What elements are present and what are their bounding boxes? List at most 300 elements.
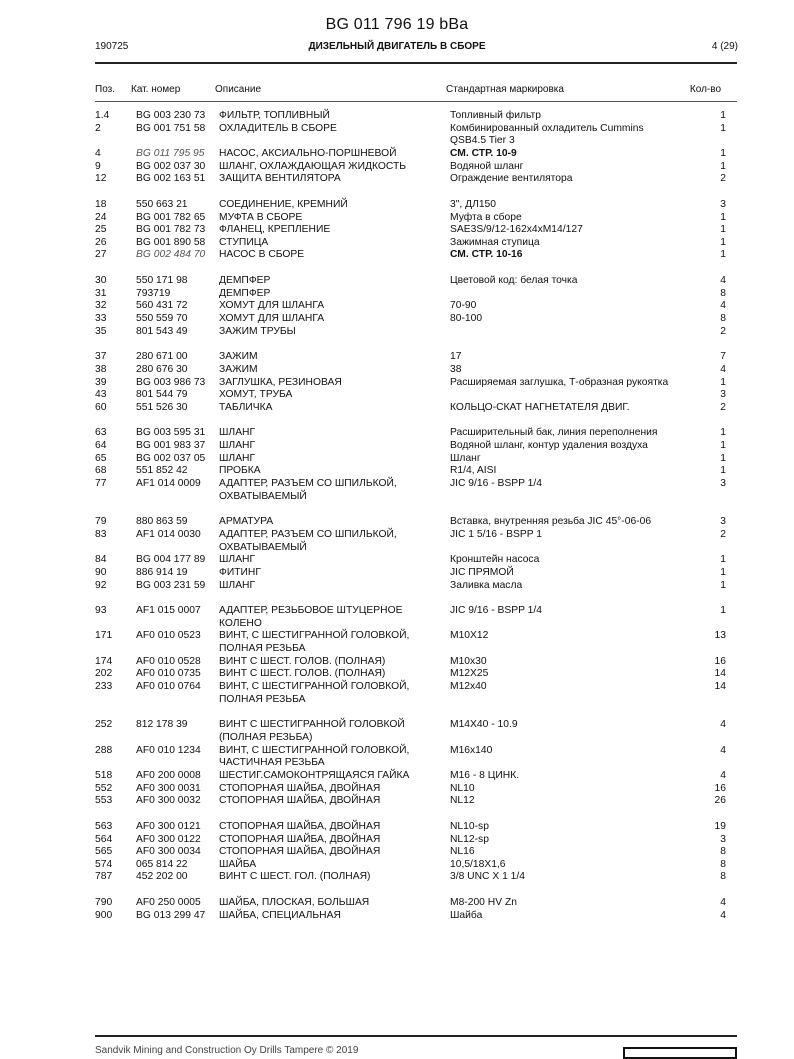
part-number-cell: 801 543 49 bbox=[136, 325, 188, 337]
page-number: 4 (29) bbox=[711, 41, 738, 52]
standard-marking-cell: Цветовой код: белая точка bbox=[450, 275, 578, 287]
standard-marking-cell: JIC 1 5/16 - BSPP 1 bbox=[450, 528, 542, 540]
description-cell: ШЛАНГ bbox=[219, 554, 256, 566]
row-group bbox=[0, 897, 794, 922]
position-cell: 790 bbox=[95, 897, 113, 909]
table-row bbox=[0, 478, 794, 503]
standard-marking-cell: Водяной шланг bbox=[450, 160, 524, 172]
part-number-cell: AF0 010 1234 bbox=[136, 744, 201, 756]
position-cell: 518 bbox=[95, 769, 113, 781]
position-cell: 77 bbox=[95, 478, 107, 490]
standard-marking-cell: M8-200 HV Zn bbox=[450, 897, 517, 909]
quantity-cell: 2 bbox=[720, 325, 726, 337]
part-number-cell: 812 178 39 bbox=[136, 719, 188, 731]
document-header bbox=[0, 41, 794, 55]
part-number-cell: BG 002 163 51 bbox=[136, 173, 206, 185]
quantity-cell: 1 bbox=[720, 566, 726, 578]
part-number-cell: 551 526 30 bbox=[136, 401, 188, 413]
description-cell: СТОПОРНАЯ ШАЙБА, ДВОЙНАЯ bbox=[219, 782, 381, 794]
position-cell: 31 bbox=[95, 287, 107, 299]
standard-marking-cell: M16 - 8 ЦИНК. bbox=[450, 769, 520, 781]
part-number-cell: 550 559 70 bbox=[136, 312, 188, 324]
quantity-cell: 4 bbox=[720, 744, 726, 756]
table-row bbox=[0, 567, 794, 580]
table-row bbox=[0, 897, 794, 910]
description-cell: ВИНТ С ШЕСТИГРАННОЙ ГОЛОВКОЙ bbox=[219, 719, 405, 731]
table-row bbox=[0, 148, 794, 161]
row-group bbox=[0, 110, 794, 186]
description-cell: ФИТИНГ bbox=[219, 566, 261, 578]
quantity-cell: 3 bbox=[720, 389, 726, 401]
quantity-cell: 4 bbox=[720, 909, 726, 921]
standard-marking-cell: JIC ПРЯМОЙ bbox=[450, 566, 514, 578]
quantity-cell: 4 bbox=[720, 719, 726, 731]
table-row bbox=[0, 249, 794, 262]
standard-marking-cell: NL16 bbox=[450, 846, 475, 858]
description-cell: ПОЛНАЯ РЕЗЬБА bbox=[219, 693, 306, 705]
description-cell: АДАПТЕР, РАЗЪЕМ СО ШПИЛЬКОЙ, bbox=[219, 478, 397, 490]
quantity-cell: 4 bbox=[720, 300, 726, 312]
part-number-cell: AF0 010 0764 bbox=[136, 681, 201, 693]
table-row bbox=[0, 465, 794, 478]
position-cell: 202 bbox=[95, 668, 113, 680]
description-cell: ВИНТ С ШЕСТ. ГОЛОВ. (ПОЛНАЯ) bbox=[219, 668, 386, 680]
standard-marking-cell: Муфта в сборе bbox=[450, 211, 522, 223]
position-cell: 43 bbox=[95, 389, 107, 401]
position-cell: 171 bbox=[95, 630, 113, 642]
description-cell: ВИНТ, С ШЕСТИГРАННОЙ ГОЛОВКОЙ, bbox=[219, 630, 410, 642]
description-cell: СТУПИЦА bbox=[219, 236, 269, 248]
position-cell: 35 bbox=[95, 325, 107, 337]
part-number-cell: AF0 300 0122 bbox=[136, 833, 201, 845]
part-number-cell: BG 001 751 58 bbox=[136, 122, 206, 134]
table-row bbox=[0, 313, 794, 326]
quantity-cell: 1 bbox=[720, 579, 726, 591]
table-row bbox=[0, 161, 794, 174]
part-number-cell: AF0 010 0735 bbox=[136, 668, 201, 680]
position-cell: 90 bbox=[95, 566, 107, 578]
table-row bbox=[0, 516, 794, 529]
quantity-cell: 3 bbox=[720, 478, 726, 490]
position-cell: 9 bbox=[95, 160, 101, 172]
table-row bbox=[0, 605, 794, 630]
description-cell: ДЕМПФЕР bbox=[219, 287, 271, 299]
header-divider bbox=[95, 62, 737, 64]
quantity-cell: 8 bbox=[720, 287, 726, 299]
table-row bbox=[0, 199, 794, 212]
table-row bbox=[0, 224, 794, 237]
standard-marking-cell: JIC 9/16 - BSPP 1/4 bbox=[450, 478, 542, 490]
position-cell: 18 bbox=[95, 198, 107, 210]
standard-marking-cell: NL12-sp bbox=[450, 833, 489, 845]
part-number-cell: BG 001 782 73 bbox=[136, 224, 206, 236]
standard-marking-cell: M12x40 bbox=[450, 681, 487, 693]
description-cell: ЗАГЛУШКА, РЕЗИНОВАЯ bbox=[219, 376, 342, 388]
standard-marking-cell: Водяной шланг, контур удаления воздуха bbox=[450, 440, 648, 452]
description-cell: ШЛАНГ bbox=[219, 427, 256, 439]
position-cell: 65 bbox=[95, 452, 107, 464]
row-group bbox=[0, 605, 794, 706]
standard-marking-cell: КОЛЬЦО-СКАТ НАГНЕТАТЕЛЯ ДВИГ. bbox=[450, 401, 630, 413]
part-number-cell: BG 001 983 37 bbox=[136, 440, 206, 452]
position-cell: 787 bbox=[95, 871, 113, 883]
description-cell: ОХВАТЫВАЕМЫЙ bbox=[219, 541, 307, 553]
part-number-cell: BG 003 230 73 bbox=[136, 110, 206, 121]
description-cell: КОЛЕНО bbox=[219, 617, 262, 629]
description-cell: ХОМУТ, ТРУБА bbox=[219, 389, 293, 401]
table-row bbox=[0, 377, 794, 390]
description-cell: ШАЙБА, СПЕЦИАЛЬНАЯ bbox=[219, 909, 341, 921]
quantity-cell: 1 bbox=[720, 211, 726, 223]
part-number-cell: BG 011 795 95 bbox=[136, 147, 205, 159]
description-cell: (ПОЛНАЯ РЕЗЬБА) bbox=[219, 732, 313, 743]
description-cell: ШЛАНГ, ОХЛАЖДАЮЩАЯ ЖИДКОСТЬ bbox=[219, 160, 407, 172]
position-cell: 79 bbox=[95, 516, 107, 528]
table-row bbox=[0, 834, 794, 847]
position-cell: 64 bbox=[95, 440, 107, 452]
description-cell: СТОПОРНАЯ ШАЙБА, ДВОЙНАЯ bbox=[219, 820, 381, 832]
document-title: ДИЗЕЛЬНЫЙ ДВИГАТЕЛЬ В СБОРЕ bbox=[308, 41, 486, 52]
part-number-cell: AF0 300 0121 bbox=[136, 820, 201, 832]
quantity-cell: 1 bbox=[720, 554, 726, 566]
description-cell: АДАПТЕР, РАЗЪЕМ СО ШПИЛЬКОЙ, bbox=[219, 528, 397, 540]
position-cell: 174 bbox=[95, 655, 113, 667]
row-group bbox=[0, 275, 794, 338]
position-cell: 63 bbox=[95, 427, 107, 439]
position-cell: 68 bbox=[95, 465, 107, 477]
table-row bbox=[0, 580, 794, 593]
row-group bbox=[0, 719, 794, 808]
quantity-cell: 1 bbox=[720, 452, 726, 464]
table-row bbox=[0, 783, 794, 796]
position-cell: 26 bbox=[95, 236, 107, 248]
description-cell: ШАЙБА, ПЛОСКАЯ, БОЛЬШАЯ bbox=[219, 897, 370, 909]
part-number-cell: BG 002 037 05 bbox=[136, 452, 206, 464]
description-cell: ШЛАНГ bbox=[219, 440, 256, 452]
quantity-cell: 1 bbox=[720, 249, 726, 261]
description-cell: ФИЛЬТР, ТОПЛИВНЫЙ bbox=[219, 110, 330, 121]
standard-marking-cell: 38 bbox=[450, 363, 462, 375]
table-row bbox=[0, 630, 794, 655]
description-cell: ПОЛНАЯ РЕЗЬБА bbox=[219, 643, 306, 655]
quantity-cell: 7 bbox=[720, 351, 726, 363]
position-cell: 39 bbox=[95, 376, 107, 388]
position-cell: 233 bbox=[95, 681, 113, 693]
table-row bbox=[0, 427, 794, 440]
table-row bbox=[0, 288, 794, 301]
column-header-qty: Кол-во bbox=[689, 84, 721, 95]
position-cell: 38 bbox=[95, 363, 107, 375]
description-cell: СТОПОРНАЯ ШАЙБА, ДВОЙНАЯ bbox=[219, 833, 381, 845]
quantity-cell: 4 bbox=[720, 363, 726, 375]
position-cell: 564 bbox=[95, 833, 113, 845]
part-number-cell: AF0 010 0528 bbox=[136, 655, 201, 667]
part-number-cell: 801 544 79 bbox=[136, 389, 188, 401]
part-number-cell: AF0 300 0031 bbox=[136, 782, 201, 794]
position-cell: 60 bbox=[95, 401, 107, 413]
table-row bbox=[0, 529, 794, 554]
description-cell: НАСОС, АКСИАЛЬНО-ПОРШНЕВОЙ bbox=[219, 147, 397, 159]
quantity-cell: 2 bbox=[720, 528, 726, 540]
quantity-cell: 1 bbox=[720, 440, 726, 452]
table-row bbox=[0, 364, 794, 377]
description-cell: ВИНТ, С ШЕСТИГРАННОЙ ГОЛОВКОЙ, bbox=[219, 744, 410, 756]
part-number-cell: BG 001 890 58 bbox=[136, 236, 206, 248]
quantity-cell: 1 bbox=[720, 160, 726, 172]
table-row bbox=[0, 173, 794, 186]
parts-table bbox=[0, 110, 794, 935]
table-row bbox=[0, 389, 794, 402]
part-number-cell: 452 202 00 bbox=[136, 871, 188, 883]
table-row bbox=[0, 326, 794, 339]
description-cell: ШАЙБА bbox=[219, 858, 257, 870]
position-cell: 92 bbox=[95, 579, 107, 591]
description-cell: НАСОС В СБОРЕ bbox=[219, 249, 305, 261]
part-number-cell: 550 171 98 bbox=[136, 275, 188, 287]
standard-marking-cell: СМ. СТР. 10-9 bbox=[450, 147, 517, 159]
standard-marking-cell: JIC 9/16 - BSPP 1/4 bbox=[450, 605, 542, 617]
standard-marking-cell: Шайба bbox=[450, 909, 483, 921]
part-number-cell: 560 431 72 bbox=[136, 300, 188, 312]
part-number-cell: BG 003 986 73 bbox=[136, 376, 206, 388]
column-header-pos: Поз. bbox=[95, 84, 115, 95]
description-cell: ПРОБКА bbox=[219, 465, 261, 477]
part-number-cell: BG 002 037 30 bbox=[136, 160, 206, 172]
standard-marking-cell: Ограждение вентилятора bbox=[450, 173, 573, 185]
quantity-cell: 4 bbox=[720, 897, 726, 909]
standard-marking-cell: M10x30 bbox=[450, 655, 487, 667]
position-cell: 552 bbox=[95, 782, 113, 794]
description-cell: ЗАЩИТА ВЕНТИЛЯТОРА bbox=[219, 173, 341, 185]
quantity-cell: 16 bbox=[714, 782, 726, 794]
position-cell: 563 bbox=[95, 820, 113, 832]
description-cell: ТАБЛИЧКА bbox=[219, 401, 273, 413]
position-cell: 12 bbox=[95, 173, 107, 185]
part-number-cell: 550 663 21 bbox=[136, 198, 188, 210]
description-cell: ДЕМПФЕР bbox=[219, 275, 271, 287]
part-number-cell: BG 002 484 70 bbox=[136, 249, 206, 261]
part-number-cell: 880 863 59 bbox=[136, 516, 188, 528]
standard-marking-cell: 80-100 bbox=[450, 312, 483, 324]
quantity-cell: 26 bbox=[714, 795, 726, 807]
position-cell: 574 bbox=[95, 858, 113, 870]
row-group bbox=[0, 516, 794, 592]
quantity-cell: 1 bbox=[720, 376, 726, 388]
table-row bbox=[0, 212, 794, 225]
quantity-cell: 1 bbox=[720, 147, 726, 159]
part-number-cell: BG 013 299 47 bbox=[136, 909, 206, 921]
standard-marking-cell: 10,5/18X1,6 bbox=[450, 858, 506, 870]
part-number-cell: AF1 014 0030 bbox=[136, 528, 201, 540]
position-cell: 24 bbox=[95, 211, 107, 223]
part-number-cell: 886 914 19 bbox=[136, 566, 188, 578]
part-number-cell: 280 671 00 bbox=[136, 351, 188, 363]
table-row bbox=[0, 821, 794, 834]
quantity-cell: 1 bbox=[720, 465, 726, 477]
part-number-cell: AF0 250 0005 bbox=[136, 897, 201, 909]
position-cell: 33 bbox=[95, 312, 107, 324]
quantity-cell: 3 bbox=[720, 198, 726, 210]
part-number-cell: 280 676 30 bbox=[136, 363, 188, 375]
standard-marking-cell: QSB4.5 Tier 3 bbox=[450, 135, 515, 147]
standard-marking-cell: NL10-sp bbox=[450, 820, 489, 832]
company-logo bbox=[623, 1047, 737, 1059]
table-row bbox=[0, 110, 794, 123]
quantity-cell: 1 bbox=[720, 224, 726, 236]
table-row bbox=[0, 745, 794, 770]
description-cell: ВИНТ, С ШЕСТИГРАННОЙ ГОЛОВКОЙ, bbox=[219, 681, 410, 693]
description-cell: СТОПОРНАЯ ШАЙБА, ДВОЙНАЯ bbox=[219, 846, 381, 858]
part-number-cell: AF0 300 0034 bbox=[136, 846, 201, 858]
description-cell: МУФТА В СБОРЕ bbox=[219, 211, 303, 223]
position-cell: 84 bbox=[95, 554, 107, 566]
table-row bbox=[0, 719, 794, 744]
description-cell: ЧАСТИЧНАЯ РЕЗЬБА bbox=[219, 757, 325, 769]
standard-marking-cell: 17 bbox=[450, 351, 462, 363]
part-number-cell: BG 003 595 31 bbox=[136, 427, 206, 439]
quantity-cell: 8 bbox=[720, 312, 726, 324]
description-cell: ХОМУТ ДЛЯ ШЛАНГА bbox=[219, 300, 325, 312]
description-cell: ХОМУТ ДЛЯ ШЛАНГА bbox=[219, 312, 325, 324]
footer-divider bbox=[95, 1035, 737, 1037]
standard-marking-cell: M14X40 - 10.9 bbox=[450, 719, 518, 731]
document-code: BG 011 796 19 bBa bbox=[325, 16, 469, 33]
quantity-cell: 4 bbox=[720, 275, 726, 287]
part-number-cell: AF0 300 0032 bbox=[136, 795, 201, 807]
quantity-cell: 8 bbox=[720, 871, 726, 883]
column-header-std: Стандартная маркировка bbox=[446, 84, 564, 95]
standard-marking-cell: Заливка масла bbox=[450, 579, 523, 591]
table-row bbox=[0, 453, 794, 466]
quantity-cell: 3 bbox=[720, 516, 726, 528]
description-cell: АДАПТЕР, РЕЗЬБОВОЕ ШТУЦЕРНОЕ bbox=[219, 605, 403, 617]
position-cell: 4 bbox=[95, 147, 101, 159]
table-row bbox=[0, 300, 794, 313]
part-number-cell: AF1 014 0009 bbox=[136, 478, 201, 490]
quantity-cell: 8 bbox=[720, 846, 726, 858]
quantity-cell: 13 bbox=[714, 630, 726, 642]
description-cell: ВИНТ С ШЕСТ. ГОЛ. (ПОЛНАЯ) bbox=[219, 871, 371, 883]
standard-marking-cell: M16x140 bbox=[450, 744, 493, 756]
table-row bbox=[0, 910, 794, 923]
description-cell: СОЕДИНЕНИЕ, КРЕМНИЙ bbox=[219, 198, 348, 210]
table-row bbox=[0, 351, 794, 364]
column-header-divider bbox=[95, 101, 737, 102]
quantity-cell: 1 bbox=[720, 236, 726, 248]
row-group bbox=[0, 199, 794, 262]
standard-marking-cell: 3", ДЛ150 bbox=[450, 198, 497, 210]
quantity-cell: 1 bbox=[720, 122, 726, 134]
standard-marking-cell: 3/8 UNC X 1 1/4 bbox=[450, 871, 525, 883]
table-row bbox=[0, 681, 794, 706]
standard-marking-cell: NL12 bbox=[450, 795, 475, 807]
position-cell: 1.4 bbox=[95, 110, 110, 121]
position-cell: 25 bbox=[95, 224, 107, 236]
standard-marking-cell: Кронштейн насоса bbox=[450, 554, 540, 566]
table-row bbox=[0, 668, 794, 681]
description-cell: ШЕСТИГ.САМОКОНТРЯЩАЯСЯ ГАЙКА bbox=[219, 769, 410, 781]
table-row bbox=[0, 402, 794, 415]
part-number-cell: BG 003 231 59 bbox=[136, 579, 206, 591]
table-row bbox=[0, 770, 794, 783]
standard-marking-cell: Комбинированный охладитель Cummins bbox=[450, 122, 644, 134]
position-cell: 2 bbox=[95, 122, 101, 134]
standard-marking-cell: 70-90 bbox=[450, 300, 477, 312]
quantity-cell: 1 bbox=[720, 427, 726, 439]
description-cell: ОХВАТЫВАЕМЫЙ bbox=[219, 490, 307, 502]
table-row bbox=[0, 275, 794, 288]
part-number-cell: 793719 bbox=[136, 287, 171, 299]
part-number-cell: 065 814 22 bbox=[136, 858, 188, 870]
position-cell: 30 bbox=[95, 275, 107, 287]
position-cell: 27 bbox=[95, 249, 107, 261]
position-cell: 565 bbox=[95, 846, 113, 858]
standard-marking-cell: M10X12 bbox=[450, 630, 489, 642]
description-cell: ЗАЖИМ bbox=[219, 363, 258, 375]
quantity-cell: 19 bbox=[714, 820, 726, 832]
description-cell: АРМАТУРА bbox=[219, 516, 274, 528]
row-group bbox=[0, 821, 794, 884]
standard-marking-cell: Расширяемая заглушка, Т-образная рукоятка bbox=[450, 376, 669, 388]
description-cell: ШЛАНГ bbox=[219, 579, 256, 591]
standard-marking-cell: SAE3S/9/12-162x4xM14/127 bbox=[450, 224, 583, 236]
part-number-cell: AF0 010 0523 bbox=[136, 630, 201, 642]
footer-copyright: Sandvik Mining and Construction Oy Drills Tampere © 2019 bbox=[95, 1045, 359, 1056]
quantity-cell: 14 bbox=[714, 681, 726, 693]
quantity-cell: 8 bbox=[720, 858, 726, 870]
quantity-cell: 1 bbox=[720, 110, 726, 121]
description-cell: ВИНТ С ШЕСТ. ГОЛОВ. (ПОЛНАЯ) bbox=[219, 655, 386, 667]
table-row bbox=[0, 237, 794, 250]
column-header-desc: Описание bbox=[215, 84, 262, 95]
position-cell: 252 bbox=[95, 719, 113, 731]
quantity-cell: 3 bbox=[720, 833, 726, 845]
standard-marking-cell: Вставка, внутренняя резьба JIC 45°-06-06 bbox=[450, 516, 652, 528]
description-cell: ФЛАНЕЦ, КРЕПЛЕНИЕ bbox=[219, 224, 331, 236]
row-group bbox=[0, 427, 794, 503]
description-cell: ШЛАНГ bbox=[219, 452, 256, 464]
table-row bbox=[0, 440, 794, 453]
column-header-cat: Кат. номер bbox=[131, 84, 181, 95]
part-number-cell: AF1 015 0007 bbox=[136, 605, 201, 617]
description-cell: ЗАЖИМ ТРУБЫ bbox=[219, 325, 296, 337]
table-row bbox=[0, 123, 794, 148]
table-row bbox=[0, 871, 794, 884]
table-row bbox=[0, 859, 794, 872]
part-number-cell: BG 001 782 65 bbox=[136, 211, 206, 223]
position-cell: 32 bbox=[95, 300, 107, 312]
description-cell: СТОПОРНАЯ ШАЙБА, ДВОЙНАЯ bbox=[219, 795, 381, 807]
standard-marking-cell: NL10 bbox=[450, 782, 475, 794]
quantity-cell: 4 bbox=[720, 769, 726, 781]
position-cell: 288 bbox=[95, 744, 113, 756]
document-date: 190725 bbox=[95, 41, 129, 52]
position-cell: 37 bbox=[95, 351, 107, 363]
row-group bbox=[0, 351, 794, 414]
position-cell: 83 bbox=[95, 528, 107, 540]
table-row bbox=[0, 554, 794, 567]
description-cell: ОХЛАДИТЕЛЬ В СБОРЕ bbox=[219, 122, 337, 134]
standard-marking-cell: Шланг bbox=[450, 452, 481, 464]
standard-marking-cell: СМ. СТР. 10-16 bbox=[450, 249, 523, 261]
quantity-cell: 2 bbox=[720, 173, 726, 185]
part-number-cell: 551 852 42 bbox=[136, 465, 188, 477]
table-row bbox=[0, 656, 794, 669]
standard-marking-cell: Зажимная ступица bbox=[450, 236, 540, 248]
table-row bbox=[0, 795, 794, 808]
standard-marking-cell: R1/4, AISI bbox=[450, 465, 497, 477]
position-cell: 553 bbox=[95, 795, 113, 807]
